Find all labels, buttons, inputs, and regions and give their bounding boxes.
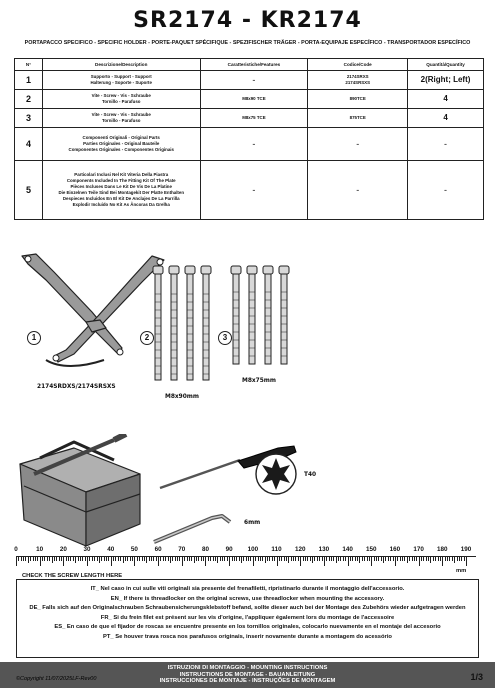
row-code (308, 71, 408, 90)
ruler-tick (435, 557, 436, 561)
row-code: 875TCE (308, 109, 408, 128)
ruler-tick (25, 557, 26, 561)
ruler-tick (92, 557, 93, 561)
desc-line: Particolari Inclusi Nel Kit Viteria Della Piastra (74, 172, 169, 177)
row-description (42, 71, 200, 90)
note-it: IT_ Nel caso in cui sulle viti originali sia presente del frenafiletti, ripristinarlo durante il montaggio dell'accessorio. (90, 586, 405, 592)
ruler-tick (123, 557, 124, 563)
row-features: M8x90 TCE (200, 90, 308, 109)
screws-m8x90-drawing (150, 264, 230, 388)
ruler-tick-label: 20 (59, 546, 67, 553)
ruler-tick (241, 557, 242, 563)
ruler-tick (314, 557, 315, 561)
ruler-tick (40, 557, 41, 566)
page-title: SR2174 - KR2174 (133, 8, 362, 33)
hex-key-icon (150, 508, 240, 548)
desc-line: Explodir Incluido No Kit As Âncoras Da Grelha (72, 202, 170, 207)
ruler-tick (234, 557, 235, 561)
ruler-tick (23, 557, 24, 561)
ruler-tick (42, 557, 43, 561)
ruler-tick (352, 557, 353, 561)
desc-line: Vite - Screw - Vis - Schraube (91, 93, 151, 98)
ruler-tick-label: 160 (389, 546, 401, 553)
ruler-tick (170, 557, 171, 563)
ruler-tick (461, 557, 462, 561)
ruler-tick (108, 557, 109, 561)
ruler-tick (187, 557, 188, 561)
ruler-tick (449, 557, 450, 561)
ruler-tick (404, 557, 405, 561)
ruler-tick (412, 557, 413, 561)
ruler-tick (336, 557, 337, 563)
ruler-tick (322, 557, 323, 561)
ruler-tick (215, 557, 216, 561)
ruler-tick (213, 557, 214, 561)
ruler-tick-label: 100 (247, 546, 259, 553)
ruler-tick (113, 557, 114, 561)
ruler-tick (374, 557, 375, 561)
ruler-unit: mm (456, 568, 467, 574)
row-description (42, 128, 200, 161)
desc-line: Parties Originales - Original Bauteile (83, 141, 160, 146)
ruler-tick (179, 557, 180, 561)
ruler-tick (340, 557, 341, 561)
ruler-tick (464, 557, 465, 561)
row-number: 3 (15, 109, 43, 128)
ruler-tick (229, 557, 230, 566)
ruler-tick (395, 557, 396, 566)
parts-table (14, 58, 484, 220)
ruler-tick (97, 557, 98, 561)
ruler-caption: CHECK THE SCREW LENGTH HERE (22, 573, 123, 579)
row-code: - (308, 161, 408, 220)
ruler-tick (177, 557, 178, 561)
ruler-tick (21, 557, 22, 561)
row-code: 890TCE (308, 90, 408, 109)
ruler-tick (28, 557, 29, 563)
ruler-tick (383, 557, 384, 563)
ruler-tick (172, 557, 173, 561)
row-features: M8x75 TCE (200, 109, 308, 128)
ruler-tick (440, 557, 441, 561)
ruler-tick (312, 557, 313, 563)
ruler-tick (291, 557, 292, 561)
ruler-tick (75, 557, 76, 563)
row-features: - (200, 161, 308, 220)
desc-line: Pièces Incluses Dans Le Kit De Vis De La Platine (70, 184, 172, 189)
ruler-tick (54, 557, 55, 561)
ruler-tick (277, 557, 278, 566)
note-pt: PT_ Se houver trava rosca nos parafusos originais, inserir novamente durante a montagem do acessório (103, 633, 392, 640)
page-number: 1/3 (470, 672, 483, 682)
ruler-tick (331, 557, 332, 561)
torx-bit-icon (254, 452, 298, 496)
ruler-tick-label: 130 (318, 546, 330, 553)
code-line: 2174SRSXS (345, 80, 371, 85)
threadlocker-notes (16, 579, 479, 658)
ruler-tick (85, 557, 86, 561)
desc-line: Halterung - Soporte - Suporte (90, 80, 152, 85)
ruler-tick (303, 557, 304, 561)
ruler-tick (345, 557, 346, 561)
row-quantity: - (408, 128, 484, 161)
ruler-tick (260, 557, 261, 561)
ruler-tick (73, 557, 74, 561)
ruler-tick (16, 557, 17, 566)
col-header-description: Descrizione/Description (42, 59, 200, 71)
note-de: DE_ Falls sich auf den Originalschrauben Schraubensicherungsklebstoff befand, sollte dieser auch bei der Montage des Zubehörs wieder aufgetragen werden (29, 605, 466, 611)
ruler-tick (400, 557, 401, 561)
ruler-tick (255, 557, 256, 561)
ruler-tick (37, 557, 38, 561)
ruler-tick (184, 557, 185, 561)
ruler-tick (189, 557, 190, 561)
ruler-tick (49, 557, 50, 561)
ruler-tick (134, 557, 135, 566)
ruler-tick-label: 140 (342, 546, 353, 553)
ruler-tick (350, 557, 351, 561)
desc-line: Supporto - Support - Support (90, 74, 152, 79)
ruler-tick (94, 557, 95, 561)
row-number: 5 (15, 161, 43, 220)
ruler-tick-label: 70 (178, 546, 186, 553)
ruler-tick (160, 557, 161, 561)
row-quantity: - (408, 161, 484, 220)
ruler-tick (326, 557, 327, 561)
ruler-tick-label: 0 (14, 546, 18, 553)
ruler-tick (388, 557, 389, 561)
col-header-code: Codice/Code (308, 59, 408, 71)
table-header-row (15, 59, 484, 71)
item-1-marker: 1 (27, 331, 41, 345)
ruler-tick (376, 557, 377, 561)
note-es: ES_ En caso de que el fijador de roscas se encuentre presente en los tornillos originales, colocarlo nuevamente en el montaje del accesorio (54, 624, 441, 630)
ruler-tick (63, 557, 64, 566)
ruler-tick (371, 557, 372, 566)
ruler-tick (305, 557, 306, 561)
col-header-number: N° (15, 59, 43, 71)
ruler-tick (338, 557, 339, 561)
ruler-tick-label: 40 (107, 546, 115, 553)
ruler-tick (224, 557, 225, 561)
ruler-tick (300, 557, 301, 566)
ruler-tick (442, 557, 443, 566)
row-number: 4 (15, 128, 43, 161)
ruler-tick (132, 557, 133, 561)
ruler-tick (419, 557, 420, 566)
ruler-tick (298, 557, 299, 561)
ruler-tick (454, 557, 455, 563)
ruler-tick (262, 557, 263, 561)
row-number: 1 (15, 71, 43, 90)
ruler-tick (151, 557, 152, 561)
col-header-quantity: Quantità/Quantity (408, 59, 484, 71)
ruler-tick (428, 557, 429, 561)
ruler-tick (82, 557, 83, 561)
ruler-tick (47, 557, 48, 561)
ruler-tick (18, 557, 19, 561)
ruler-tick (438, 557, 439, 561)
ruler-tick (203, 557, 204, 561)
desc-line: Tornillo - Parafuso (101, 118, 141, 123)
ruler-tick-label: 30 (83, 546, 91, 553)
ruler-tick (267, 557, 268, 561)
ruler-tick (156, 557, 157, 561)
ruler-tick (163, 557, 164, 561)
ruler-tick (433, 557, 434, 561)
ruler-tick (194, 557, 195, 563)
ruler-tick (381, 557, 382, 561)
hex-size-label: 6mm (244, 518, 261, 526)
footer-line: INSTRUCCIONES DE MONTAJE - INSTRUÇÕES DE MONTAGEM (159, 678, 336, 685)
ruler-tick (272, 557, 273, 561)
page-subtitle: PORTAPACCO SPECIFICO - SPECIFIC HOLDER - PORTE-PAQUET SPÉCIFIQUE - SPEZIFISCHER TRÄGER - PORTA-EQUIPAJE ESPECÍFICO - TRANSPORTADOR ESPECÍFICO (24, 40, 471, 46)
footer-line: ISTRUZIONI DI MONTAGGIO - MOUNTING INSTRUCTIONS (167, 665, 328, 671)
ruler-tick (168, 557, 169, 561)
ruler-tick (447, 557, 448, 561)
table-row (15, 161, 484, 220)
ruler-tick (61, 557, 62, 561)
item-1-label: 2174SRDXS/2174SRSXS (37, 382, 116, 390)
ruler-tick (144, 557, 145, 561)
item-3-marker: 3 (218, 331, 232, 345)
row-description (42, 90, 200, 109)
ruler-tick (130, 557, 131, 561)
ruler-tick (153, 557, 154, 561)
ruler-tick (146, 557, 147, 563)
note-fr: FR_ Si du frein filet est présent sur les vis d'origine, l'appliquer également lors du montage de l'accessoire (100, 614, 395, 621)
ruler-tick (385, 557, 386, 561)
ruler-tick (248, 557, 249, 561)
ruler-tick (239, 557, 240, 561)
row-features: - (200, 128, 308, 161)
ruler-tick (35, 557, 36, 561)
ruler-tick (269, 557, 270, 561)
ruler-tick (397, 557, 398, 561)
ruler-tick (357, 557, 358, 561)
ruler-tick-label: 10 (36, 546, 44, 553)
ruler-tick (459, 557, 460, 561)
ruler-tick (120, 557, 121, 561)
ruler-tick-label: 80 (201, 546, 209, 553)
ruler-tick (265, 557, 266, 563)
ruler-tick (44, 557, 45, 561)
ruler-tick (367, 557, 368, 561)
ruler-tick (89, 557, 90, 561)
ruler-tick-label: 90 (225, 546, 233, 553)
ruler-tick (246, 557, 247, 561)
toolbox-icon (14, 434, 148, 556)
ruler-tick (139, 557, 140, 561)
ruler-tick (66, 557, 67, 561)
ruler-tick (125, 557, 126, 561)
screws-m8x75-drawing (228, 264, 308, 370)
ruler-tick (423, 557, 424, 561)
ruler-tick (286, 557, 287, 561)
ruler-tick (329, 557, 330, 561)
ruler-tick (317, 557, 318, 561)
ruler-tick (407, 557, 408, 563)
ruler-tick (355, 557, 356, 561)
ruler-tick-label: 110 (271, 546, 282, 553)
ruler-tick (111, 557, 112, 566)
ruler-tick (284, 557, 285, 561)
ruler-tick (217, 557, 218, 563)
ruler-tick-label: 150 (365, 546, 377, 553)
row-code: - (308, 128, 408, 161)
ruler-tick (390, 557, 391, 561)
ruler-tick (364, 557, 365, 561)
ruler-tick (104, 557, 105, 561)
ruler-tick (250, 557, 251, 561)
item-2-marker: 2 (140, 331, 154, 345)
ruler-tick (158, 557, 159, 566)
ruler-tick (210, 557, 211, 561)
ruler-tick (421, 557, 422, 561)
ruler-tick (445, 557, 446, 561)
ruler-tick (87, 557, 88, 566)
row-quantity: 2(Right; Left) (408, 71, 484, 90)
ruler-tick (236, 557, 237, 561)
ruler-tick (165, 557, 166, 561)
ruler-tick (279, 557, 280, 561)
ruler-tick (208, 557, 209, 561)
table-row (15, 71, 484, 90)
torx-size-label: T40 (304, 470, 317, 478)
ruler-tick (205, 557, 206, 566)
desc-line: Componenti Originali - Original Parts (82, 135, 160, 140)
ruler-tick (393, 557, 394, 561)
ruler-tick (101, 557, 102, 561)
copyright-text: ©Copyright 11/07/2025LF-Rev00 (16, 676, 97, 682)
ruler-tick (295, 557, 296, 561)
ruler-tick (288, 557, 289, 563)
table-row (15, 90, 484, 109)
ruler-tick (307, 557, 308, 561)
ruler-tick (127, 557, 128, 561)
item-3-label: M8x75mm (242, 376, 276, 384)
ruler-tick (175, 557, 176, 561)
footer-line: INSTRUCTIONS DE MONTAGE - BAUANLEITUNG (179, 671, 316, 678)
ruler-tick (137, 557, 138, 561)
ruler-tick (466, 557, 467, 566)
row-number: 2 (15, 90, 43, 109)
ruler-tick-label: 60 (154, 546, 162, 553)
desc-line: Components Included In The Fitting Kit Of The Plate (66, 178, 176, 183)
ruler-tick (222, 557, 223, 561)
desc-line: Die Einzelnen Teile Sind Bei Montagekit Der Platte Enthalten (58, 190, 184, 195)
ruler-tick (293, 557, 294, 561)
footer-bar (0, 662, 495, 688)
ruler-tick (274, 557, 275, 561)
ruler-tick (99, 557, 100, 563)
ruler-tick (430, 557, 431, 563)
ruler-tick (59, 557, 60, 561)
ruler-tick (191, 557, 192, 561)
ruler-tick (243, 557, 244, 561)
ruler-tick (80, 557, 81, 561)
ruler-tick (201, 557, 202, 561)
ruler-tick (457, 557, 458, 561)
ruler-tick (402, 557, 403, 561)
ruler-baseline (16, 556, 476, 557)
ruler-tick-label: 50 (130, 546, 138, 553)
ruler-tick (106, 557, 107, 561)
ruler-tick (56, 557, 57, 561)
row-description (42, 109, 200, 128)
ruler-tick (232, 557, 233, 561)
ruler-tick (426, 557, 427, 561)
row-quantity: 4 (408, 90, 484, 109)
ruler-tick-label: 170 (413, 546, 424, 553)
ruler-tick (452, 557, 453, 561)
desc-line: Componentes Originales - Componentes Originais (68, 147, 174, 152)
ruler-tick-label: 180 (437, 546, 448, 553)
ruler-tick (409, 557, 410, 561)
ruler-tick (30, 557, 31, 561)
ruler-tick (324, 557, 325, 566)
ruler-tick (253, 557, 254, 566)
row-features: - (200, 71, 308, 90)
ruler-tick (78, 557, 79, 561)
ruler-tick-label: 190 (460, 546, 472, 553)
ruler-tick (118, 557, 119, 561)
item-2-label: M8x90mm (165, 392, 199, 400)
ruler-tick (142, 557, 143, 561)
ruler-tick (414, 557, 415, 561)
ruler-tick-label: 120 (294, 546, 306, 553)
ruler-tick (198, 557, 199, 561)
ruler-tick (182, 557, 183, 566)
ruler-tick (416, 557, 417, 561)
col-header-features: Caratteristiche/Features (200, 59, 308, 71)
ruler-tick (68, 557, 69, 561)
ruler-tick (348, 557, 349, 566)
ruler-tick (333, 557, 334, 561)
row-description (42, 161, 200, 220)
ruler-tick (70, 557, 71, 561)
code-line: 2174SRXS (346, 74, 369, 79)
ruler-tick (369, 557, 370, 561)
desc-line: Despieces Incluidos En El Kit De Anclajes De La Parrilla (62, 196, 180, 201)
ruler-tick (319, 557, 320, 561)
ruler-tick (220, 557, 221, 561)
ruler-tick (149, 557, 150, 561)
ruler-tick (359, 557, 360, 563)
table-row (15, 128, 484, 161)
ruler-tick (362, 557, 363, 561)
row-quantity: 4 (408, 109, 484, 128)
note-en: EN_ If there is threadlocker on the original screws, use threadlocker when mounting the accessory. (110, 595, 385, 602)
ruler-tick (227, 557, 228, 561)
ruler-tick (310, 557, 311, 561)
desc-line: Vite - Screw - Vis - Schraube (91, 112, 151, 117)
ruler-tick (378, 557, 379, 561)
ruler-tick (52, 557, 53, 563)
ruler-tick (196, 557, 197, 561)
table-row (15, 109, 484, 128)
ruler-tick (281, 557, 282, 561)
desc-line: Tornillo - Parafuso (101, 99, 141, 104)
ruler-tick (343, 557, 344, 561)
ruler-tick (258, 557, 259, 561)
ruler-tick (33, 557, 34, 561)
ruler-tick (115, 557, 116, 561)
